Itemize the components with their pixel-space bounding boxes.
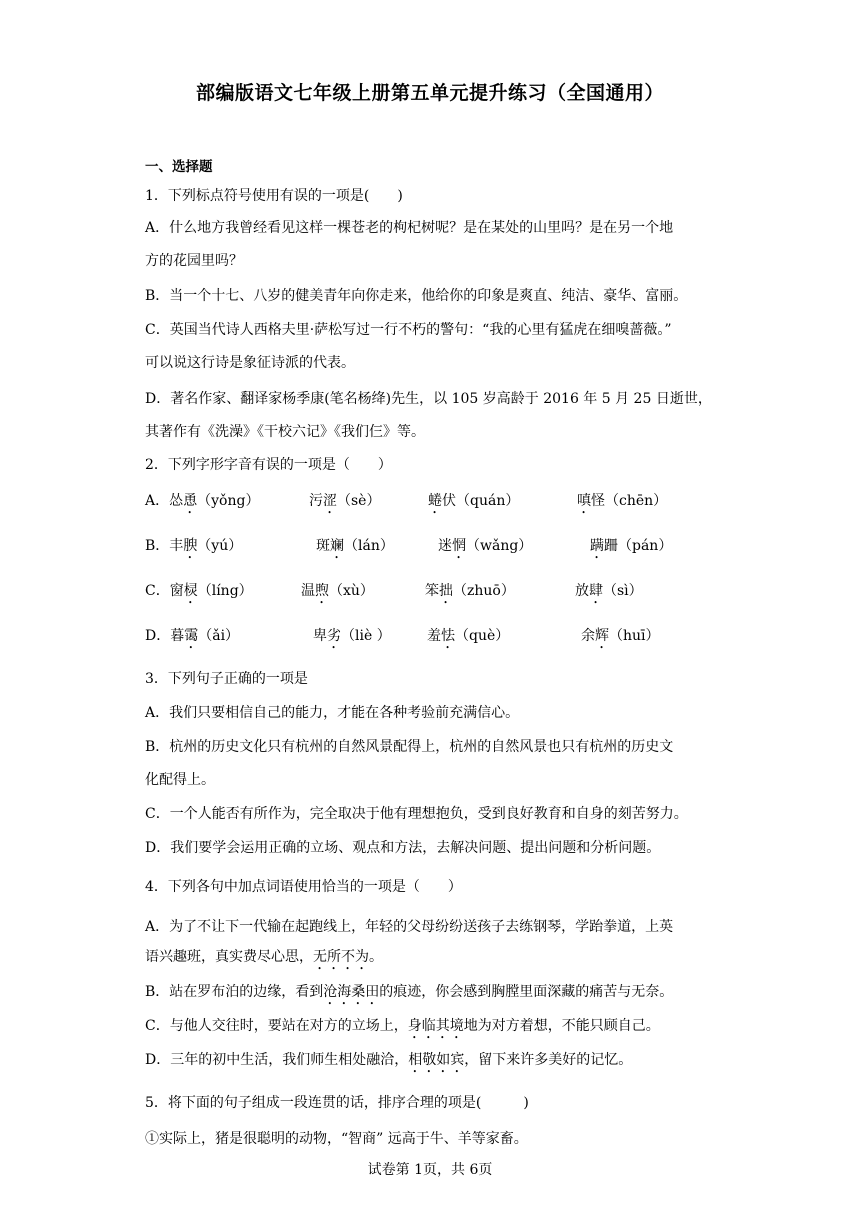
word-item: 嗔怪（chēn） — [577, 493, 668, 509]
question-3-option-c: C．一个人能否有所作为，完全取决于他有理想抱负，受到良好教育和自身的刻苦努力。 — [145, 806, 688, 822]
word-item: 余辉（huī） — [581, 628, 660, 644]
word-item: 斑斓（lán） — [316, 538, 394, 554]
word-item: 温煦（xù） — [301, 583, 374, 599]
word-item: 羞怯（què） — [427, 628, 510, 644]
question-3-option-d: D．我们要学会运用正确的立场、观点和方法，去解决问题、提出问题和分析问题。 — [145, 840, 661, 856]
word-item: 污涩（sè） — [309, 493, 381, 509]
word-item: 蹒跚（pán） — [590, 538, 673, 554]
question-4-option-a-cont: 语兴趣班，真实费尽心思，无所不为。 — [145, 949, 383, 965]
word-item: C．窗棂（líng） — [145, 583, 253, 599]
question-3-stem: 3．下列句子正确的一项是 — [145, 671, 308, 687]
question-4-option-d: D．三年的初中生活，我们师生相处融洽，相敬如宾，留下来许多美好的记忆。 — [145, 1052, 633, 1068]
word-item: 放肆（sì） — [575, 583, 643, 599]
question-1-option-a: A．什么地方我曾经看见这样一棵苍老的枸杞树呢？是在某处的山里吗？是在另一个地 — [145, 220, 674, 236]
question-3-option-b-cont: 化配得上。 — [145, 772, 215, 788]
question-4-option-a: A．为了不让下一代输在起跑线上，年轻的父母纷纷送孩子去练钢琴，学跆拳道，上英 — [145, 919, 674, 935]
word-item: 卑劣（liè ） — [313, 628, 391, 644]
question-3-option-a: A．我们只要相信自己的能力，才能在各种考验前充满信心。 — [145, 705, 520, 721]
emphasized-phrase: 沧海桑田 — [323, 984, 380, 1000]
emphasized-phrase: 身临其境 — [407, 1018, 464, 1034]
emphasized-phrase: 相敬如宾 — [408, 1052, 465, 1068]
question-3-option-b: B．杭州的历史文化只有杭州的自然风景配得上，杭州的自然风景也只有杭州的历史文 — [145, 739, 674, 755]
question-1-option-c: C．英国当代诗人西格夫里·萨松写过一行不朽的警句：“我的心里有猛虎在细嗅蔷薇。” — [145, 322, 672, 338]
question-5-stem: 5．将下面的句子组成一段连贯的话，排序合理的项是( ) — [145, 1095, 529, 1111]
question-1-option-b: B．当一个十七、八岁的健美青年向你走来，他给你的印象是爽直、纯洁、豪华、富丽。 — [145, 288, 688, 304]
page-title: 部编版语文七年级上册第五单元提升练习（全国通用） — [195, 82, 664, 104]
question-1-option-a-cont: 方的花园里吗？ — [145, 253, 243, 269]
word-item: D．暮霭（ǎi） — [145, 628, 240, 644]
word-item: B．丰腴（yú） — [145, 538, 243, 554]
question-4-stem: 4．下列各句中加点词语使用恰当的一项是（ ） — [145, 879, 462, 895]
word-item: 笨拙（zhuō） — [425, 583, 515, 599]
word-item: 迷惘（wǎng） — [438, 538, 533, 554]
word-item: 蜷伏（quán） — [428, 493, 520, 509]
question-4-option-b: B．站在罗布泊的边缘，看到沧海桑田的痕迹，你会感到胸膛里面深藏的痛苦与无奈。 — [145, 984, 674, 1000]
question-1-stem: 1．下列标点符号使用有误的一项是( ) — [145, 188, 403, 204]
word-item: A．怂恿（yǒng） — [145, 493, 260, 509]
page-footer: 试卷第 1页，共 6页 — [367, 1162, 493, 1178]
section-heading: 一、选择题 — [145, 159, 213, 175]
question-1-option-d: D．著名作家、翻译家杨季康(笔名杨绛)先生，以 105 岁高龄于 2016 年 5 月 25 日逝世， — [145, 391, 712, 407]
question-1-option-d-cont: 其著作有《洗澡》《干校六记》《我们仨》等。 — [145, 424, 425, 440]
question-2-stem: 2．下列字形字音有误的一项是（ ） — [145, 457, 392, 473]
question-1-option-c-cont: 可以说这行诗是象征诗派的代表。 — [145, 355, 355, 371]
question-4-option-c: C．与他人交往时，要站在对方的立场上，身临其境地为对方着想，不能只顾自己。 — [145, 1018, 660, 1034]
question-5-sentence-1: ①实际上，猪是很聪明的动物，“智商” 远高于牛、羊等家畜。 — [145, 1131, 528, 1147]
emphasized-phrase: 无所不为 — [313, 949, 369, 965]
